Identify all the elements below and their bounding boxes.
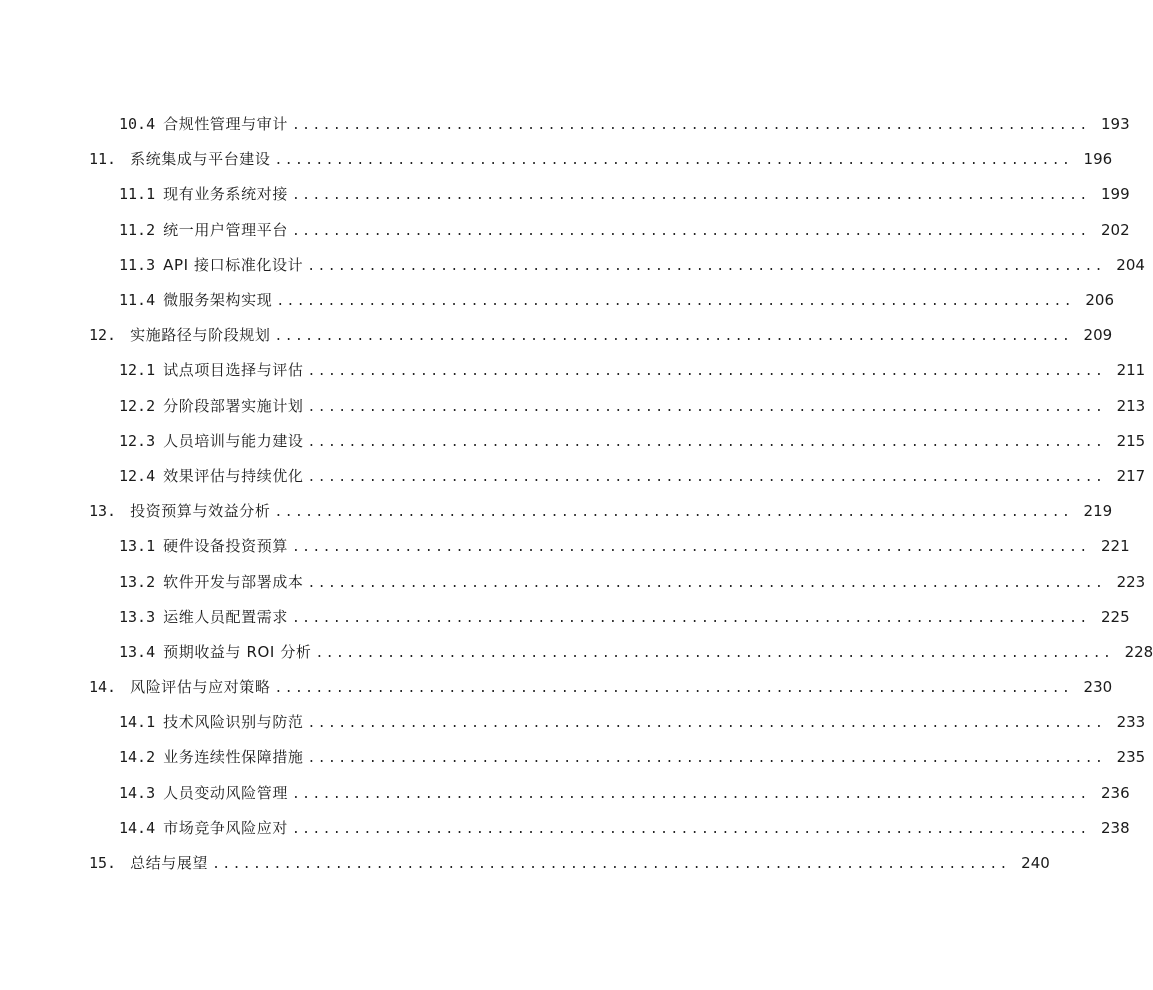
toc-entry-title: 现有业务系统对接 <box>163 185 288 204</box>
toc-entry-number: 12.4 <box>119 466 156 485</box>
toc-leader-dots: .............................................................................. <box>291 610 1090 626</box>
toc-leader-dots: .............................................................................. <box>307 434 1106 450</box>
toc-leader-dots: .............................................................................. <box>307 716 1106 732</box>
toc-page-number: 240 <box>1021 854 1050 873</box>
toc-page-number: 196 <box>1083 150 1113 169</box>
toc-page-number: 215 <box>1116 431 1146 450</box>
toc-entry-12[interactable] <box>0 318 1113 353</box>
toc-entry-12-4[interactable] <box>0 459 1146 494</box>
toc-leader-dots: .............................................................................. <box>291 821 1090 837</box>
toc-entry-11-1[interactable] <box>0 177 1130 212</box>
toc-entry-label <box>119 396 304 415</box>
toc-page-number: 233 <box>1116 713 1146 732</box>
toc-page-number: 213 <box>1116 396 1146 415</box>
toc-entry-13-1[interactable] <box>0 529 1130 564</box>
toc-leader-dots: .............................................................................. <box>212 857 1010 873</box>
toc-entry-label <box>119 363 304 378</box>
toc-page-number: 221 <box>1100 537 1130 556</box>
toc-leader-dots: .............................................................................. <box>291 540 1090 556</box>
toc-entry-title: 投资预算与效益分析 <box>130 502 271 521</box>
toc-page-number: 217 <box>1116 466 1146 485</box>
toc-entry-11-2[interactable] <box>0 213 1130 248</box>
toc-leader-dots: .............................................................................. <box>274 329 1073 345</box>
toc-entry-number: 12.3 <box>119 431 156 450</box>
toc-entry-14-1[interactable] <box>0 705 1146 740</box>
toc-entry-number: 12.2 <box>119 396 156 415</box>
toc-entry-number: 13.3 <box>119 607 156 626</box>
toc-entry-label <box>119 293 272 308</box>
toc-entry-13[interactable] <box>0 494 1113 529</box>
toc-entry-11-4[interactable] <box>0 283 1115 318</box>
toc-entry-label <box>89 856 208 871</box>
toc-entry-14-2[interactable] <box>0 740 1146 775</box>
toc-leader-dots: .............................................................................. <box>274 505 1073 521</box>
table-of-contents <box>0 107 1153 881</box>
toc-entry-13-3[interactable] <box>0 600 1130 635</box>
toc-page-number: 236 <box>1100 783 1130 802</box>
toc-entry-title: API 接口标准化设计 <box>163 255 304 274</box>
toc-entry-title: 系统集成与平台建设 <box>130 150 271 169</box>
toc-entry-14-4[interactable] <box>0 811 1130 846</box>
toc-entry-title: 统一用户管理平台 <box>163 220 288 239</box>
toc-entry-number: 12.1 <box>119 361 156 380</box>
toc-page-number: 230 <box>1083 678 1113 697</box>
toc-entry-title: 人员变动风险管理 <box>163 783 288 802</box>
toc-entry-number: 14.2 <box>119 748 156 767</box>
toc-entry-label <box>119 466 304 485</box>
toc-entry-10-4[interactable] <box>0 107 1130 142</box>
toc-entry-label <box>119 818 288 837</box>
toc-page-number: 228 <box>1124 642 1153 661</box>
toc-page-number: 202 <box>1100 220 1130 239</box>
toc-entry-title: 硬件设备投资预算 <box>163 537 288 556</box>
toc-entry-label <box>119 539 288 554</box>
toc-entry-label <box>119 572 304 591</box>
toc-page-number: 199 <box>1100 185 1130 204</box>
toc-entry-number: 15. <box>89 854 117 873</box>
toc-entry-number: 11. <box>89 150 117 169</box>
toc-entry-title: 软件开发与部署成本 <box>163 572 304 591</box>
toc-entry-number: 11.2 <box>119 220 156 239</box>
toc-leader-dots: .............................................................................. <box>307 364 1106 380</box>
toc-entry-label <box>119 783 288 802</box>
toc-entry-11[interactable] <box>0 142 1113 177</box>
toc-entry-15[interactable] <box>0 846 1050 881</box>
toc-entry-number: 13.1 <box>119 537 156 556</box>
toc-entry-11-3[interactable] <box>0 248 1145 283</box>
toc-page-number: 211 <box>1116 361 1146 380</box>
toc-entry-label <box>89 328 271 343</box>
toc-entry-title: 试点项目选择与评估 <box>163 361 304 380</box>
toc-leader-dots: .............................................................................. <box>307 575 1106 591</box>
toc-leader-dots: .............................................................................. <box>276 294 1075 310</box>
toc-entry-number: 13. <box>89 502 117 521</box>
toc-page-number: 193 <box>1100 115 1130 134</box>
toc-leader-dots: .............................................................................. <box>291 188 1090 204</box>
toc-entry-14-3[interactable] <box>0 776 1130 811</box>
toc-entry-title: 总结与展望 <box>130 854 209 873</box>
toc-entry-title: 业务连续性保障措施 <box>163 748 304 767</box>
toc-leader-dots: .............................................................................. <box>307 399 1106 415</box>
toc-entry-12-2[interactable] <box>0 389 1146 424</box>
toc-entry-label <box>89 504 271 519</box>
toc-page-number: 209 <box>1083 326 1113 345</box>
toc-entry-number: 14.4 <box>119 818 156 837</box>
toc-entry-title: 预期收益与 ROI 分析 <box>163 642 312 661</box>
toc-leader-dots: .............................................................................. <box>315 645 1114 661</box>
toc-entry-number: 14. <box>89 678 117 697</box>
toc-entry-14[interactable] <box>0 670 1113 705</box>
toc-leader-dots: .............................................................................. <box>291 118 1090 134</box>
toc-entry-number: 10.4 <box>119 115 156 134</box>
toc-entry-label <box>119 642 312 661</box>
toc-page-number: 235 <box>1116 748 1146 767</box>
toc-entry-title: 效果评估与持续优化 <box>163 466 304 485</box>
toc-entry-label <box>119 750 304 765</box>
toc-entry-number: 13.4 <box>119 642 156 661</box>
toc-entry-label <box>119 607 288 626</box>
toc-entry-title: 运维人员配置需求 <box>163 607 288 626</box>
toc-entry-title: 风险评估与应对策略 <box>130 678 271 697</box>
toc-entry-title: 合规性管理与审计 <box>163 115 288 134</box>
toc-leader-dots: .............................................................................. <box>291 223 1090 239</box>
toc-entry-label <box>119 255 304 274</box>
toc-entry-13-2[interactable] <box>0 564 1146 599</box>
toc-entry-12-3[interactable] <box>0 424 1146 459</box>
toc-leader-dots: .............................................................................. <box>307 751 1106 767</box>
toc-page-number: 219 <box>1083 502 1113 521</box>
toc-entry-number: 11.4 <box>119 291 156 310</box>
toc-entry-label <box>119 117 288 132</box>
toc-entry-title: 技术风险识别与防范 <box>163 713 304 732</box>
toc-entry-title: 实施路径与阶段规划 <box>130 326 271 345</box>
toc-entry-title: 人员培训与能力建设 <box>163 431 304 450</box>
toc-page-number: 223 <box>1116 572 1146 591</box>
toc-entry-number: 14.3 <box>119 783 156 802</box>
toc-entry-number: 11.1 <box>119 185 156 204</box>
toc-entry-number: 14.1 <box>119 713 156 732</box>
toc-entry-label <box>119 220 288 239</box>
toc-entry-title: 微服务架构实现 <box>163 291 273 310</box>
toc-page-number: 225 <box>1100 607 1130 626</box>
toc-entry-13-4[interactable] <box>0 635 1153 670</box>
toc-entry-12-1[interactable] <box>0 353 1146 388</box>
toc-entry-label <box>119 187 288 202</box>
toc-page-number: 204 <box>1116 255 1145 274</box>
toc-leader-dots: .............................................................................. <box>307 258 1105 274</box>
toc-entry-label <box>119 715 304 730</box>
toc-entry-label <box>89 152 271 167</box>
toc-page-number: 238 <box>1100 818 1130 837</box>
toc-page-number: 206 <box>1085 291 1115 310</box>
toc-entry-number: 13.2 <box>119 572 156 591</box>
toc-entry-title: 分阶段部署实施计划 <box>163 396 304 415</box>
toc-leader-dots: .............................................................................. <box>274 681 1073 697</box>
toc-entry-number: 12. <box>89 326 117 345</box>
toc-entry-label <box>89 680 271 695</box>
toc-leader-dots: .............................................................................. <box>291 786 1090 802</box>
toc-leader-dots: .............................................................................. <box>274 153 1073 169</box>
toc-leader-dots: .............................................................................. <box>307 469 1106 485</box>
toc-entry-number: 11.3 <box>119 255 156 274</box>
toc-entry-title: 市场竞争风险应对 <box>163 818 288 837</box>
toc-entry-label <box>119 431 304 450</box>
